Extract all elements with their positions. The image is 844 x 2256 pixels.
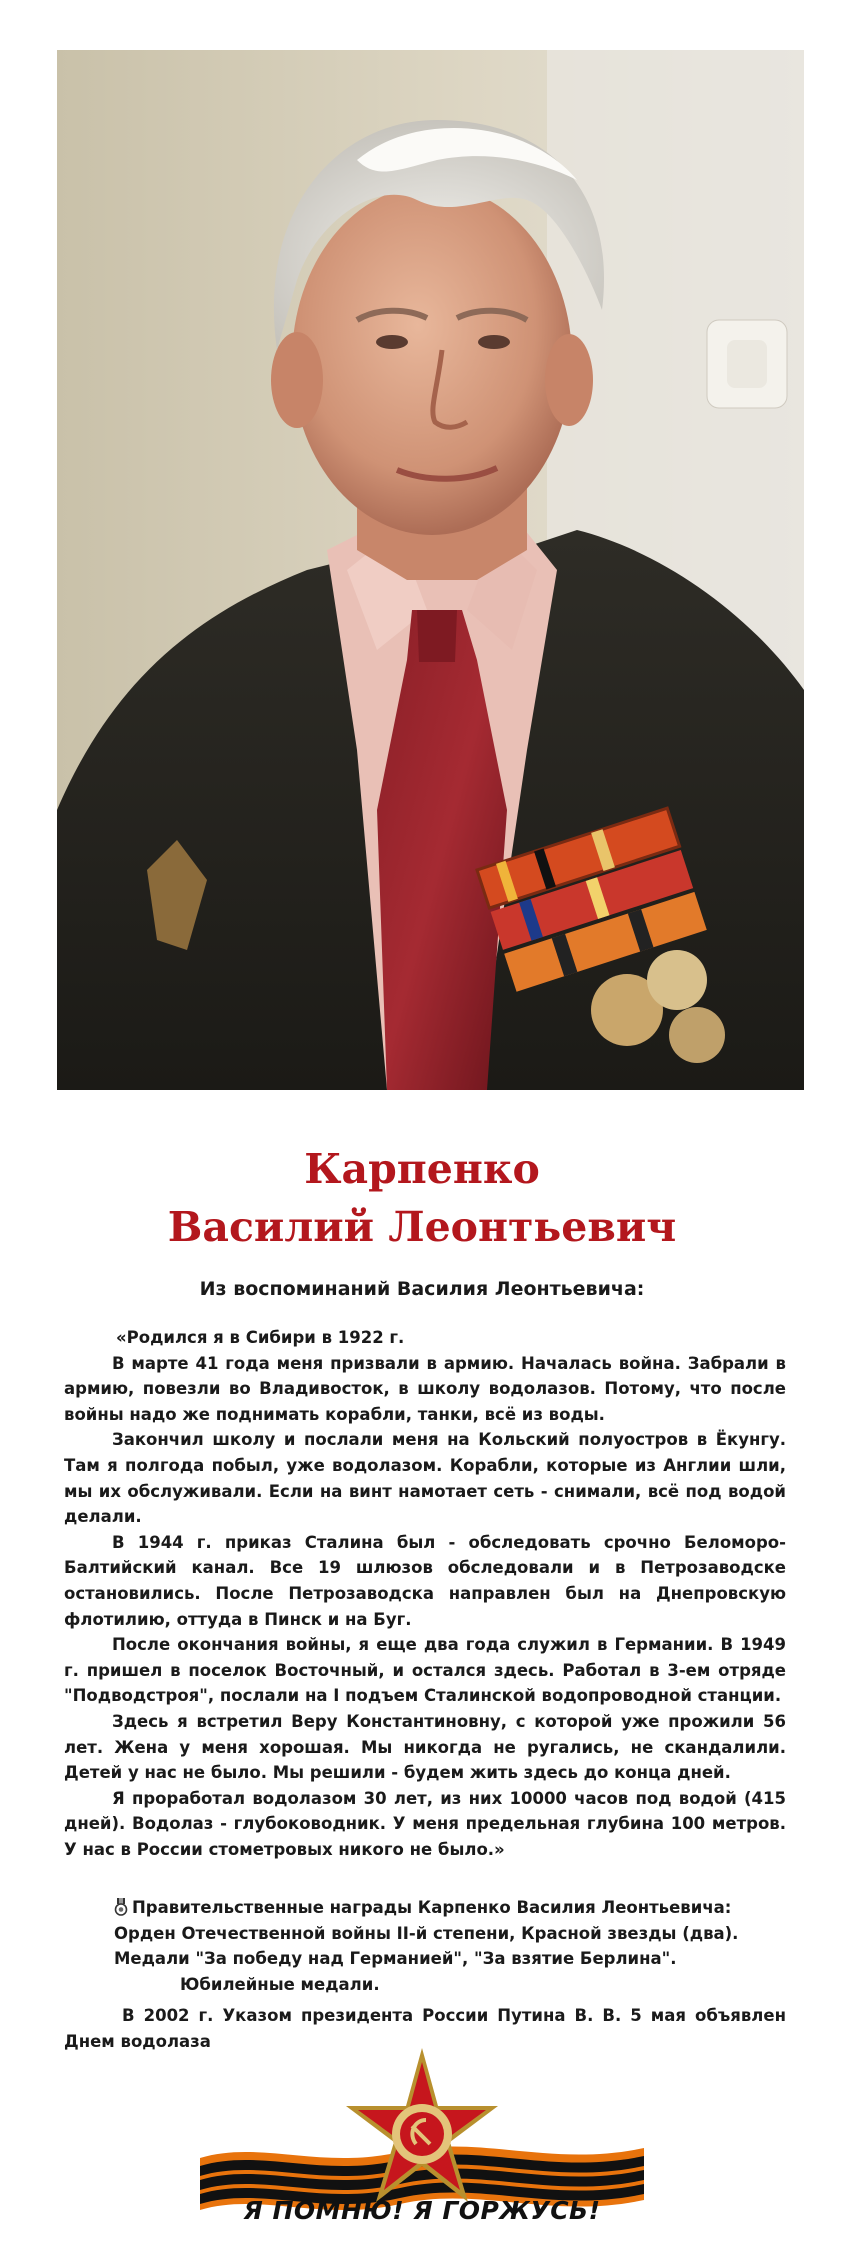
memoir-text (64, 1325, 786, 1862)
portrait-photo (57, 50, 804, 1090)
memoir-paragraph: Здесь я встретил Веру Константиновну, с которой уже прожили 56 лет. Жена у меня хорошая. Мы никогда не ругались, не скандалили. Детей у нас не было. Мы решили - будем жить здесь до конца дней. (64, 1711, 786, 1783)
medal-icon (114, 1898, 128, 1916)
memoir-paragraph: После окончания войны, я еще два года служил в Германии. В 1949 г. пришел в поселок Восточный, и остался здесь. Работал в 3-ем отряде "Подводстроя", послали на I подъем Сталинской водопроводной станции. (64, 1635, 786, 1706)
awards-heading-row (64, 1895, 786, 1921)
person-name (0, 1140, 844, 1256)
memoir-paragraph: Я проработал водолазом 30 лет, из них 10000 часов под водой (415 дней). Водолаз - глубоководник. У меня предельная глубина 100 метров. У нас в России стометровых никого не было.» (64, 1788, 786, 1859)
awards-heading: Правительственные награды Карпенко Василия Леонтьевича: (132, 1898, 732, 1917)
surname: Карпенко (304, 1145, 540, 1193)
slogan: Я ПОМНЮ! Я ГОРЖУСЬ! (243, 2196, 601, 2225)
memoir-paragraph: Закончил школу и послали меня на Кольский полуостров в Ёкунгу. Там я полгода побыл, уже водолазом. Корабли, которые из Англии шли, мы их обслуживали. Если на винт намотает сеть - снимали, всё под водой делали. (64, 1430, 786, 1527)
memoir-heading: Из воспоминаний Василия Леонтьевича: (199, 1278, 645, 1300)
memoir-paragraph: В 1944 г. приказ Сталина был - обследовать срочно Беломоро-Балтийский канал. Все 19 шлюзов обследовали и в Петрозаводске остановились. После Петрозаводска направлен был на Днепровскую флотилию, оттуда в Пинск и на Буг. (64, 1532, 786, 1629)
award-jubilee: Юбилейные медали. (180, 1974, 380, 1994)
award-medals: Медали "За победу над Германией", "За взятие Берлина". (114, 1949, 677, 1969)
award-orders: Орден Отечественной войны II-й степени, Красной звезды (два). (114, 1923, 739, 1943)
diver-day-decree: В 2002 г. Указом президента России Путина В. В. 5 мая объявлен Днем водолаза (64, 2006, 786, 2051)
given-names: Василий Леонтьевич (167, 1203, 677, 1251)
memoir-paragraph: «Родился я в Сибири в 1922 г. (116, 1328, 405, 1347)
memoir-paragraph: В марте 41 года меня призвали в армию. Началась война. Забрали в армию, повезли во Владивосток, в школу водолазов. Потому, что после войны надо же поднимать корабли, танки, всё из воды. (64, 1353, 786, 1424)
awards-section (64, 1895, 786, 2055)
